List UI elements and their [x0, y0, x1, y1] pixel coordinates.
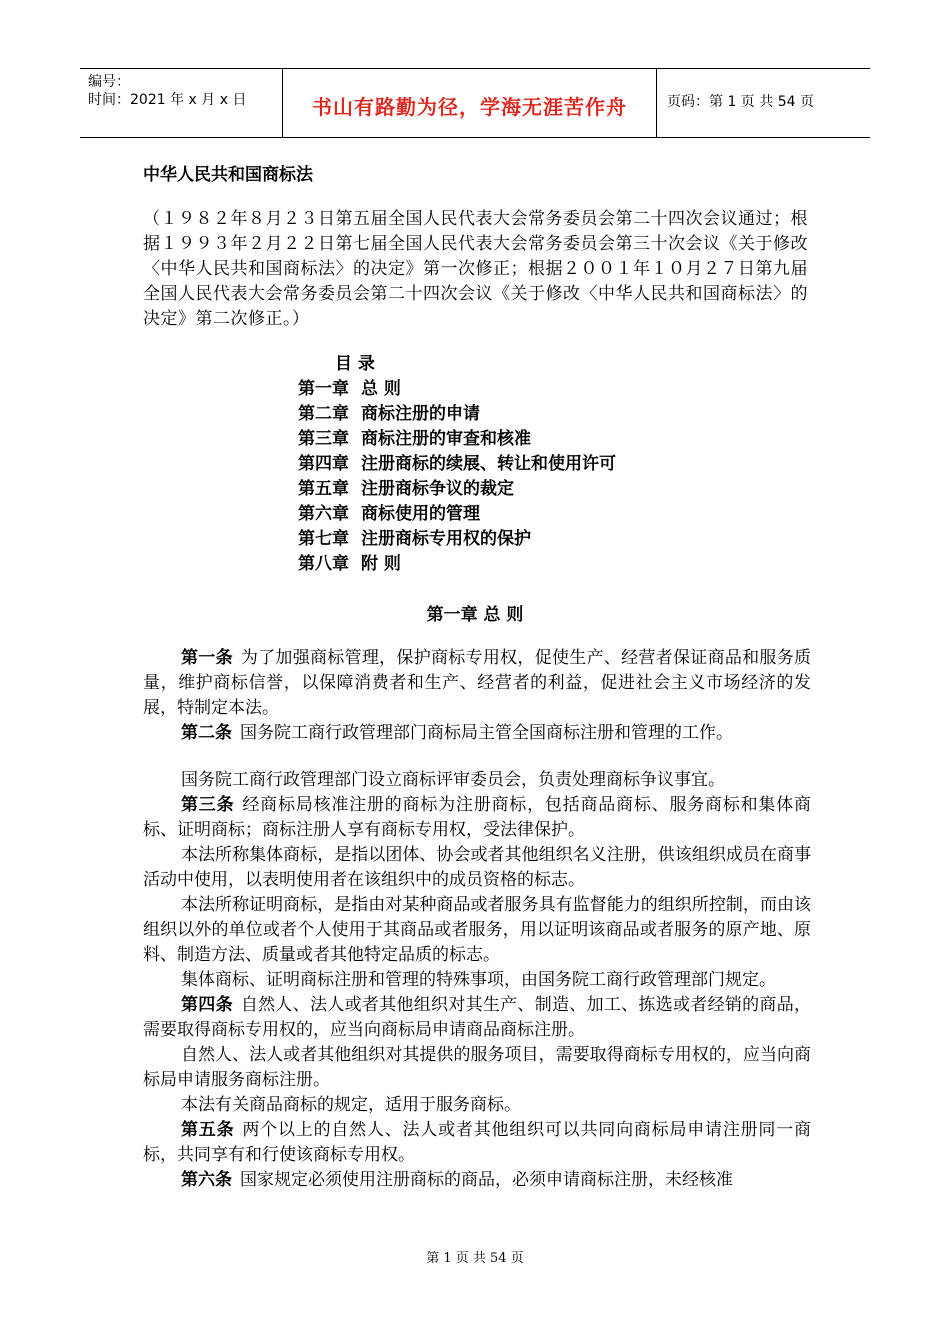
article-text: 国务院工商行政管理部门设立商标评审委员会，负责处理商标争议事宜。	[181, 770, 725, 790]
table-of-contents	[298, 352, 616, 577]
article-paragraph	[143, 1118, 811, 1168]
page-footer: 第 1 页 共 54 页	[426, 1251, 524, 1266]
article-text: 国家规定必须使用注册商标的商品，必须申请商标注册，未经核准	[240, 1170, 733, 1190]
article-text: 经商标局核准注册的商标为注册商标，包括商品商标、服务商标和集体商标、证明商标；商标注册人享有商标专用权，受法律保护。	[143, 795, 812, 840]
header-meta-cell	[80, 69, 283, 137]
toc-list	[298, 377, 616, 577]
toc-chapter-number: 第三章	[298, 429, 349, 449]
toc-chapter-title: 注册商标专用权的保护	[361, 529, 531, 549]
article-number: 第一条	[181, 648, 233, 668]
article-number: 第二条	[181, 723, 232, 743]
toc-item	[298, 527, 616, 552]
toc-chapter-number: 第一章	[298, 379, 349, 399]
article-text: 两个以上的自然人、法人或者其他组织可以共同向商标局申请注册同一商标，共同享有和行使该商标专用权。	[143, 1120, 812, 1165]
page-header	[80, 68, 870, 138]
number-label: 编号：	[88, 74, 130, 90]
document-title: 中华人民共和国商标法	[143, 165, 313, 185]
toc-chapter-title: 商标使用的管理	[361, 504, 480, 524]
article-text: 本法所称证明商标，是指由对某种商品或者服务具有监督能力的组织所控制，而由该组织以外的单位或者个人使用于其商品或者服务，用以证明该商品或者服务的原产地、原料、制造方法、质量或者其他特定品质的标志。	[143, 895, 811, 965]
toc-chapter-number: 第六章	[298, 504, 349, 524]
article-paragraph	[143, 893, 811, 968]
toc-item	[298, 452, 616, 477]
toc-chapter-title: 商标注册的审查和核准	[361, 429, 531, 449]
motto: 书山有路勤为径，学海无涯苦作舟	[312, 95, 627, 119]
article-number: 第六条	[181, 1170, 232, 1190]
chapter-heading: 第一章 总 则	[426, 605, 524, 625]
article-paragraph	[143, 721, 811, 746]
article-text: 本法所称集体商标，是指以团体、协会或者其他组织名义注册，供该组织成员在商事活动中使用，以表明使用者在该组织中的成员资格的标志。	[143, 845, 811, 890]
article-paragraph	[143, 993, 811, 1043]
article-number: 第五条	[181, 1120, 235, 1140]
toc-chapter-title: 注册商标争议的裁定	[361, 479, 514, 499]
toc-chapter-title: 总 则	[361, 379, 401, 399]
toc-chapter-number: 第四章	[298, 454, 349, 474]
amendment-note: （１９８２年８月２３日第五届全国人民代表大会常务委员会第二十四次会议通过；根据１９９３年２月２２日第七届全国人民代表大会常务委员会第三十次会议《关于修改〈中华人民共和国商标法〉的决定》第一次修正；根据２００１年１０月２７日第九届全国人民代表大会常务委员会第二十四次会议《关于修改〈中华人民共和国商标法〉的决定》第二次修正。）	[143, 209, 808, 329]
article-number: 第四条	[181, 995, 233, 1015]
article-text: 自然人、法人或者其他组织对其提供的服务项目，需要取得商标专用权的，应当向商标局申请服务商标注册。	[143, 1045, 811, 1090]
toc-item	[298, 402, 616, 427]
article-paragraph	[143, 1043, 811, 1093]
article-paragraph	[143, 843, 811, 893]
article-paragraph	[143, 646, 811, 721]
page-number-label: 页码：第 1 页 共 54 页	[667, 94, 814, 110]
toc-item	[298, 377, 616, 402]
time-label: 时间：2021 年 x 月 x 日	[88, 92, 247, 108]
article-paragraph	[143, 1093, 811, 1118]
header-page-cell	[657, 69, 870, 137]
article-text: 自然人、法人或者其他组织对其生产、制造、加工、拣选或者经销的商品，需要取得商标专用权的，应当向商标局申请商品商标注册。	[143, 995, 812, 1040]
article-paragraph	[143, 968, 811, 993]
toc-item	[298, 477, 616, 502]
toc-item	[298, 427, 616, 452]
toc-heading: 目 录	[335, 354, 375, 374]
article-text: 国务院工商行政管理部门商标局主管全国商标注册和管理的工作。	[240, 723, 733, 743]
toc-chapter-number: 第二章	[298, 404, 349, 424]
article-paragraph	[143, 793, 811, 843]
article-paragraph	[143, 1168, 811, 1193]
toc-item	[298, 552, 616, 577]
article-text: 集体商标、证明商标注册和管理的特殊事项，由国务院工商行政管理部门规定。	[181, 970, 776, 990]
header-motto-cell	[283, 69, 657, 137]
toc-chapter-title: 商标注册的申请	[361, 404, 480, 424]
toc-chapter-number: 第五章	[298, 479, 349, 499]
toc-chapter-title: 注册商标的续展、转让和使用许可	[361, 454, 616, 474]
article-text: 为了加强商标管理，保护商标专用权，促使生产、经营者保证商品和服务质量，维护商标信誉，以保障消费者和生产、经营者的利益，促进社会主义市场经济的发展，特制定本法。	[143, 648, 812, 718]
article-paragraph	[143, 768, 811, 793]
toc-chapter-number: 第七章	[298, 529, 349, 549]
article-number: 第三条	[181, 795, 235, 815]
toc-chapter-title: 附 则	[361, 554, 401, 574]
toc-chapter-number: 第八章	[298, 554, 349, 574]
article-text: 本法有关商品商标的规定，适用于服务商标。	[181, 1095, 521, 1115]
chapter-body	[143, 646, 811, 1193]
toc-item	[298, 502, 616, 527]
